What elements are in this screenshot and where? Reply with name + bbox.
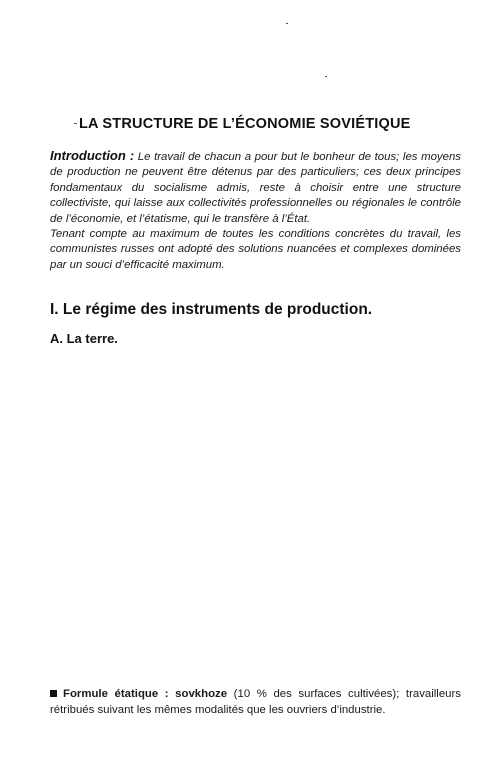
sub-heading: A. La terre. — [50, 331, 118, 346]
intro-text: Le travail de chacun a pour but le bonheur de tous; les moyens de production ne peuvent être détenus par des particuliers; ces deux principes fondamentaux du socialisme admis, reste à choisir entre une structure collectiviste, qui laisse aux collectivités professionnelles ou régionales le contrôle de l’économie, et l’étatisme, qui le transfère à l’État. — [50, 151, 461, 225]
introduction-block — [50, 148, 461, 273]
note-text: (10 % des surfaces cultivées); travailleurs rétribués suivant les mêmes modalités que les ouvriers d’industrie. — [50, 688, 461, 716]
scan-speck — [286, 23, 288, 24]
page-title: LA STRUCTURE DE L’ÉCONOMIE SOVIÉTIQUE — [79, 116, 411, 132]
scan-speck — [74, 123, 77, 124]
formula-note — [50, 686, 461, 718]
intro-lead: Introduction : — [50, 148, 135, 163]
section-heading: I. Le régime des instruments de production. — [50, 301, 373, 318]
scan-speck — [325, 76, 327, 77]
square-bullet-icon — [50, 690, 57, 697]
note-label: Formule étatique : sovkhoze — [63, 688, 228, 700]
intro-paragraph-2: Tenant compte au maximum de toutes les conditions concrètes du travail, les communistes russes ont adopté des solutions nuancées et complexes dominées par un souci d’efficacité maximum. — [50, 228, 461, 271]
intro-paragraph-1 — [50, 148, 461, 227]
